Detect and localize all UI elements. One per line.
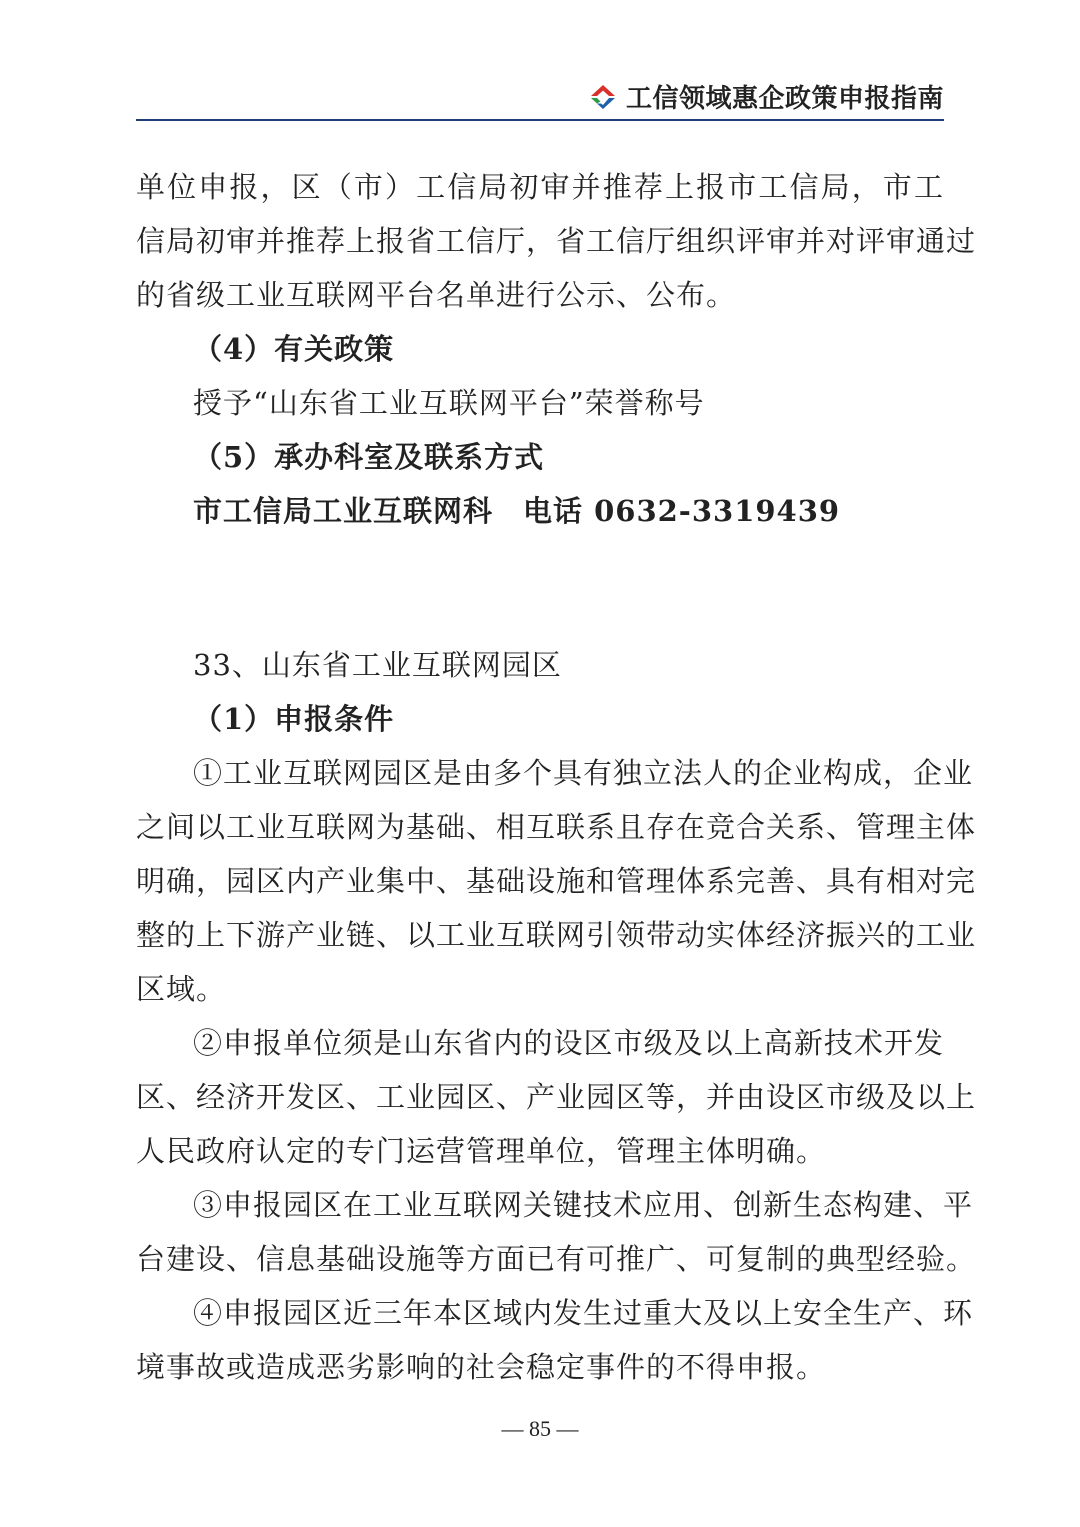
item-title: 33、山东省工业互联网园区 bbox=[193, 648, 562, 682]
section-heading: （5）承办科室及联系方式 bbox=[193, 440, 545, 474]
paragraph-line: ④申报园区近三年本区域内发生过重大及以上安全生产、环 bbox=[193, 1296, 974, 1330]
section-heading: （4）有关政策 bbox=[193, 332, 395, 366]
paragraph-line: 整的上下游产业链、以工业互联网引领带动实体经济振兴的工业 bbox=[136, 918, 977, 952]
page-number: — 85 — bbox=[501, 1416, 579, 1441]
paragraph-line: 人民政府认定的专门运营管理单位，管理主体明确。 bbox=[136, 1134, 827, 1168]
paragraph-line: 之间以工业互联网为基础、相互联系且存在竞合关系、管理主体 bbox=[136, 810, 977, 844]
paragraph-line: 授予“山东省工业互联网平台”荣誉称号 bbox=[193, 386, 705, 420]
paragraph-line: 区、经济开发区、工业园区、产业园区等，并由设区市级及以上 bbox=[136, 1080, 977, 1114]
paragraph-line: 单位申报，区（市）工信局初审并推荐上报市工信局，市工 bbox=[136, 170, 944, 204]
paragraph-line: 的省级工业互联网平台名单进行公示、公布。 bbox=[136, 278, 737, 312]
paragraph-line: 境事故或造成恶劣影响的社会稳定事件的不得申报。 bbox=[136, 1350, 827, 1384]
paragraph-line: ③申报园区在工业互联网关键技术应用、创新生态构建、平 bbox=[193, 1188, 974, 1222]
arrow-cycle-logo-icon bbox=[588, 82, 618, 112]
paragraph-line: 明确，园区内产业集中、基础设施和管理体系完善、具有相对完 bbox=[136, 864, 977, 898]
paragraph-line: 区域。 bbox=[136, 972, 227, 1006]
paragraph-line: ②申报单位须是山东省内的设区市级及以上高新技术开发 bbox=[193, 1026, 944, 1060]
page-header bbox=[588, 78, 944, 115]
paragraph-line: 台建设、信息基础设施等方面已有可推广、可复制的典型经验。 bbox=[136, 1242, 977, 1276]
paragraph-line: ①工业互联网园区是由多个具有独立法人的企业构成，企业 bbox=[193, 756, 974, 790]
paragraph-line: 信局初审并推荐上报省工信厅，省工信厅组织评审并对评审通过 bbox=[136, 224, 977, 258]
header-divider bbox=[136, 119, 944, 121]
section-heading: （1）申报条件 bbox=[193, 702, 395, 736]
contact-line: 市工信局工业互联网科 电话 0632-3319439 bbox=[193, 494, 841, 528]
header-title: 工信领域惠企政策申报指南 bbox=[625, 84, 944, 114]
